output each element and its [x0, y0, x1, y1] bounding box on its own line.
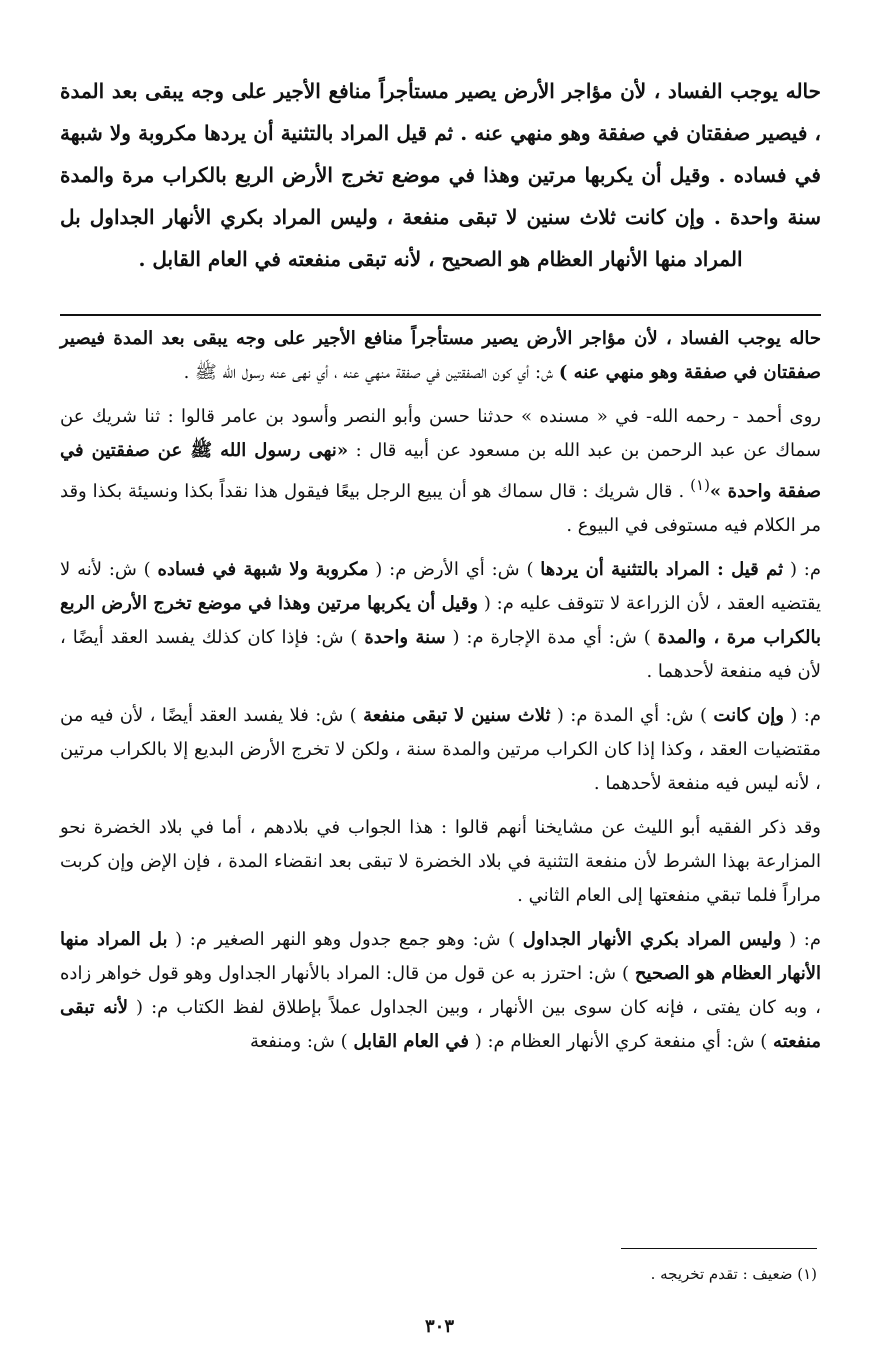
- commentary-text: ش: أي كون الصفقتين في صفقة منهي عنه ، أي نهى عنه رسول الله ﷺ .: [183, 362, 559, 383]
- commentary-paragraph-2: [60, 400, 821, 543]
- commentary-paragraph-3: [60, 553, 821, 689]
- commentary-text: ) ش: أي مدة الإجارة م: (: [445, 627, 658, 648]
- matn-text-block: [60, 70, 821, 280]
- marker-text: م: (: [781, 929, 821, 950]
- quoted-matn: لأنه تبقى منفعته: [60, 997, 821, 1052]
- page-number: ٣٠٣: [424, 1316, 454, 1337]
- marker-text: م: (: [783, 705, 821, 726]
- quoted-matn: ثلاث سنين لا تبقى منفعة: [363, 705, 551, 726]
- quoted-matn: وقيل أن يكربها مرتين وهذا في موضع تخرج الأرض الربع بالكراب مرة ، والمدة: [60, 593, 821, 648]
- commentary-paragraph-1: [60, 322, 821, 390]
- commentary-text: ) ش: أي الأرض م: (: [368, 559, 541, 580]
- footnote-divider: [621, 1248, 817, 1249]
- quoted-matn: سنة واحدة: [364, 627, 446, 648]
- commentary-text: ) ش: احترز به عن قول من قال: المراد بالأنهار الجداول وهو قول خواهر زاده ، وبه كان يفتى ، فإنه كان سوى بين الأنهار ، وبين الجداول عملاً بإطلاق لفظ الكتاب م: (: [60, 963, 821, 1018]
- commentary-paragraph-5: وقد ذكر الفقيه أبو الليث عن مشايخنا أنهم قالوا : هذا الجواب في بلادهم ، أما في بلاد الخضرة نحو المزارعة بهذا الشرط لأن منفعة التثنية في بلاد الخضرة لا تبقى بعد انقضاء المدة ، فإن الإض وإن كربت مراراً فلما تبقي منفعتها إلى العام الثاني .: [60, 817, 821, 906]
- footnote: (١) ضعيف : تقدم تخريجه .: [650, 1265, 817, 1283]
- commentary-text: ) ش: وهو جمع جدول وهو النهر الصغير م: (: [167, 929, 523, 950]
- quoted-matn: وإن كانت: [713, 705, 784, 726]
- quoted-matn: بل المراد منها الأنهار العظام هو الصحيح: [60, 929, 821, 984]
- commentary-paragraph-4: [60, 699, 821, 801]
- commentary-text: ) ش: لأنه لا يقتضيه العقد ، لأن الزراعة لا تتوقف عليه م: (: [60, 559, 822, 614]
- commentary-block: [60, 322, 821, 1059]
- matn-paragraph: حاله يوجب الفساد ، لأن مؤاجر الأرض يصير مستأجراً منافع الأجير على وجه يبقى بعد المدة ، فيصير صفقتان في صفقة وهو منهي عنه . ثم قيل المراد بالتثنية أن يردها مكروبة ولا شبهة في فساده . وقيل أن يكربها مرتين وهذا في موضع تخرج الأرض الربع بالكراب مرة والمدة سنة واحدة . وإن كانت ثلاث سنين لا تبقى منفعة ، وليس المراد بكري الأنهار الجداول بل المراد منها الأنهار العظام هو الصحيح ، لأنه تبقى منفعته في العام القابل .: [60, 79, 821, 271]
- quoted-matn: في العام القابل: [353, 1031, 470, 1052]
- commentary-text: . قال شريك : قال سماك هو أن يبيع الرجل بيعًا فيقول هذا نقداً بكذا ونسيئة بكذا وقد مر الكلام فيه مستوفى في البيوع .: [60, 481, 821, 536]
- commentary-paragraph-6: [60, 923, 821, 1059]
- section-divider: [60, 314, 821, 316]
- commentary-text: ) ش: فإذا كان كذلك يفسد العقد أيضًا ، لأن فيه منفعة لأحدهما .: [60, 627, 821, 682]
- commentary-text: ) ش: فلا يفسد العقد أيضًا ، لأن فيه من مقتضيات العقد ، وكذا إذا كان الكراب مرتين والمدة سنة ، ولكن لا تخرج الأرض البديع إلا بالكراب مرتين ، لأنه ليس فيه منفعة لأحدهما .: [60, 705, 821, 794]
- commentary-text: ) ش: ومنفعة: [249, 1031, 354, 1052]
- commentary-text: ) ش: أي منفعة كري الأنهار العظام م: (: [469, 1031, 774, 1052]
- marker-text: م: (: [783, 559, 821, 580]
- hadith-text: «نهى رسول الله ﷺ عن صفقتين في صفقة واحدة »: [60, 440, 821, 502]
- commentary-text: روى أحمد - رحمه الله- في « مسنده » حدثنا حسن وأبو النصر وأسود بن عامر قالوا : ثنا شريك عن سماك عن عبد الرحمن بن عبد الله بن مسعود عن أبيه قال :: [60, 406, 821, 461]
- quoted-matn: حاله يوجب الفساد ، لأن مؤاجر الأرض يصير مستأجراً منافع الأجير على وجه يبقى بعد المدة فيصير صفقتان في صفقة وهو منهي عنه ): [60, 328, 821, 383]
- quoted-matn: ثم قيل : المراد بالتثنية أن يردها: [540, 559, 784, 580]
- page-body: [60, 70, 821, 1069]
- commentary-text: ) ش: أي المدة م: (: [550, 705, 714, 726]
- quoted-matn: مكروبة ولا شبهة في فساده: [157, 559, 369, 580]
- footnote-ref: (١): [690, 476, 710, 494]
- quoted-matn: وليس المراد بكري الأنهار الجداول: [522, 929, 782, 950]
